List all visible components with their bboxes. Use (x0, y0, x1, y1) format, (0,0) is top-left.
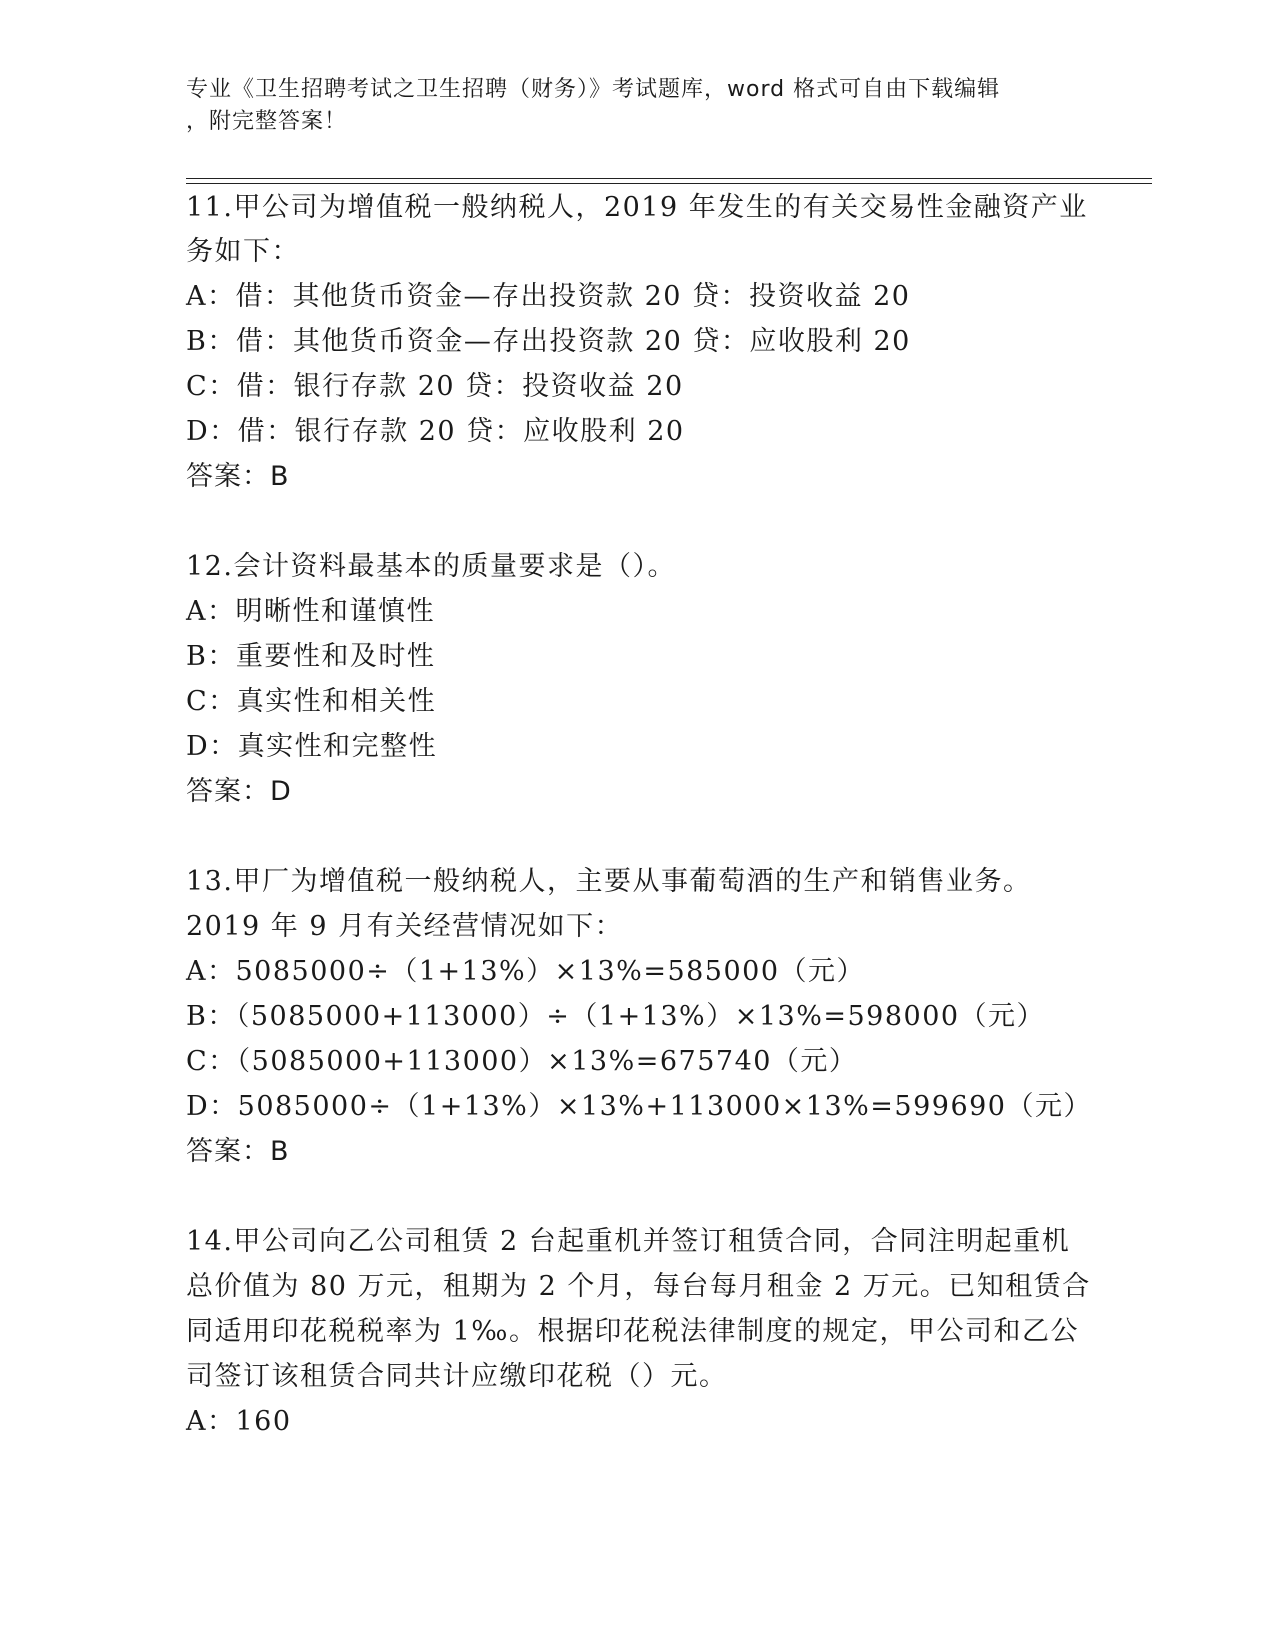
header-divider (186, 183, 1152, 184)
question-stem: 14.甲公司向乙公司租赁 2 台起重机并签订租赁合同，合同注明起重机 (186, 1226, 1071, 1257)
question-stem: 12.会计资料最基本的质量要求是（）。 (186, 551, 676, 582)
question-stem: 2019 年 9 月有关经营情况如下： (186, 911, 624, 942)
option-b: B：重要性和及时性 (186, 641, 436, 672)
option-c: C：借：银行存款 20 贷：投资收益 20 (186, 371, 684, 402)
header-line-2: ，附完整答案！ (186, 109, 348, 134)
question-stem: 同适用印花税税率为 1‰。根据印花税法律制度的规定，甲公司和乙公 (186, 1316, 1079, 1347)
question-stem: 务如下： (186, 236, 300, 267)
option-d: D：5085000÷（1+13%）×13%+113000×13%=599690（元） (186, 1091, 1092, 1122)
option-c: C：（5085000+113000）×13%=675740（元） (186, 1046, 858, 1077)
question-stem: 11.甲公司为增值税一般纳税人，2019 年发生的有关交易性金融资产业 (186, 192, 1088, 223)
answer: 答案：B (186, 461, 290, 492)
option-a: A：5085000÷（1+13%）×13%=585000（元） (186, 956, 866, 987)
header-divider (186, 178, 1152, 179)
question-stem: 司签订该租赁合同共计应缴印花税（）元。 (186, 1361, 728, 1392)
option-b: B：借：其他货币资金—存出投资款 20 贷：应收股利 20 (186, 326, 911, 357)
question-stem: 总价值为 80 万元，租期为 2 个月，每台每月租金 2 万元。已知租赁合 (186, 1271, 1091, 1302)
document-header (186, 74, 1066, 138)
option-a: A：160 (186, 1406, 292, 1437)
option-b: B：（5085000+113000）÷（1+13%）×13%=598000（元） (186, 1001, 1046, 1032)
question-stem: 13.甲厂为增值税一般纳税人，主要从事葡萄酒的生产和销售业务。 (186, 866, 1032, 897)
answer: 答案：B (186, 1136, 290, 1167)
option-c: C：真实性和相关性 (186, 686, 437, 717)
option-d: D：借：银行存款 20 贷：应收股利 20 (186, 416, 685, 447)
answer: 答案：D (186, 776, 292, 807)
header-line-1: 专业《卫生招聘考试之卫生招聘（财务）》考试题库，word 格式可自由下载编辑 (186, 77, 1001, 102)
option-d: D：真实性和完整性 (186, 731, 438, 762)
option-a: A：借：其他货币资金—存出投资款 20 贷：投资收益 20 (186, 281, 911, 312)
option-a: A：明晰性和谨慎性 (186, 596, 435, 627)
